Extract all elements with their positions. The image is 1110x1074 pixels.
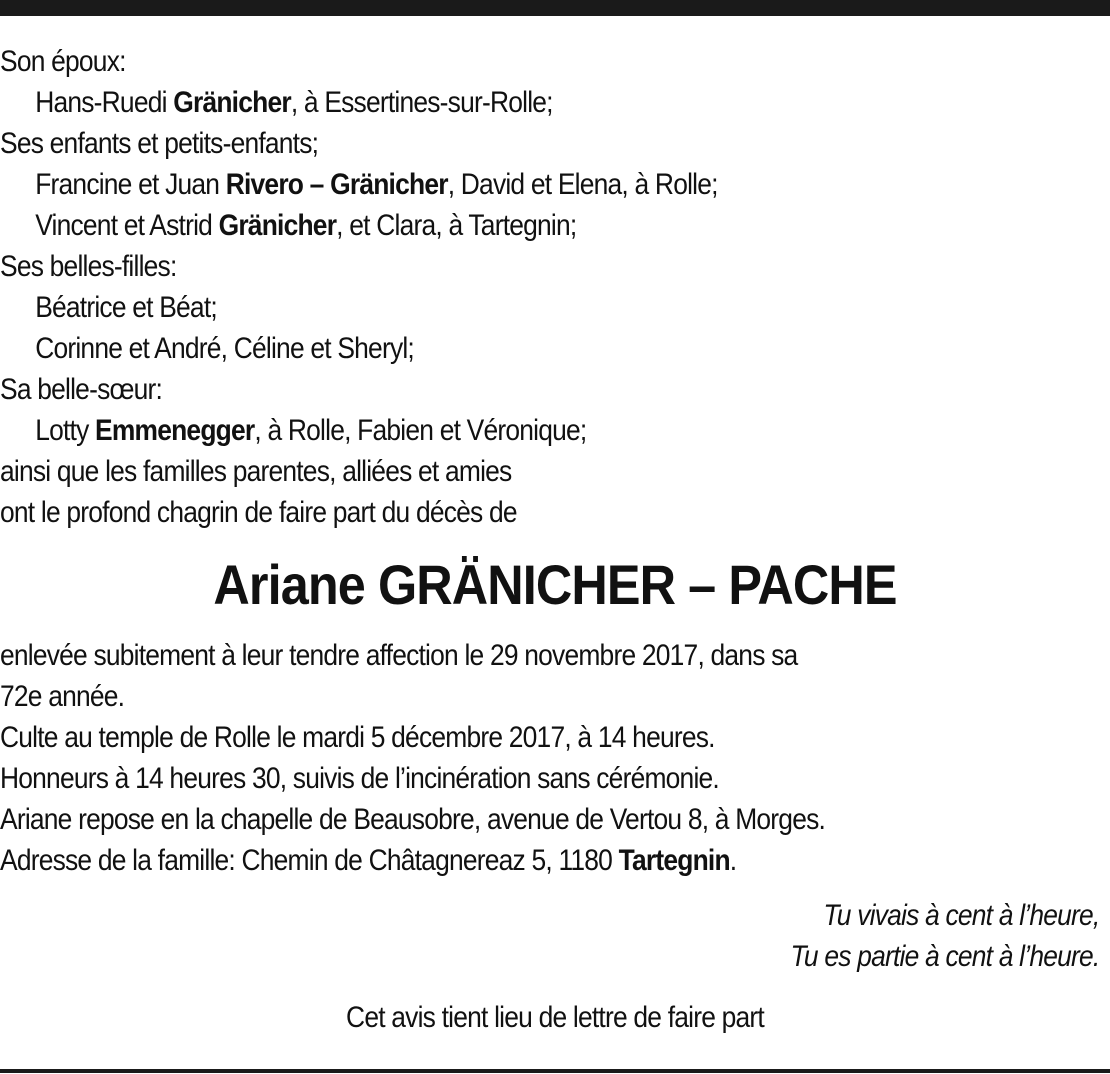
deceased-name: Ariane GRÄNICHER – PACHE	[213, 553, 897, 616]
sister-in-law-entry	[0, 410, 977, 451]
service-line: Culte au temple de Rolle le mardi 5 décembre 2017, à 14 heures.	[0, 721, 715, 754]
spouse-entry	[0, 82, 977, 123]
sister-in-law-first: Lotty	[35, 414, 96, 447]
spouse-first: Hans-Ruedi	[35, 86, 174, 119]
child-surname: Gränicher	[218, 209, 337, 242]
stepdaughters-heading: Ses belles-filles:	[0, 250, 177, 283]
sister-in-law-heading: Sa belle-sœur:	[0, 373, 163, 406]
honours-line: Honneurs à 14 heures 30, suivis de l’incinération sans cérémonie.	[0, 762, 719, 795]
address-prefix: Adresse de la famille: Chemin de Châtagnereaz 5, 1180	[0, 844, 619, 877]
child-entry	[0, 205, 977, 246]
stepdaughter-entry: Corinne et André, Céline et Sheryl;	[35, 332, 414, 365]
child-first: Francine et Juan	[35, 168, 226, 201]
resting-place-line: Ariane repose en la chapelle de Beausobre, avenue de Vertou 8, à Morges.	[0, 803, 826, 836]
child-surname: Rivero – Gränicher	[225, 168, 448, 201]
spouse-surname: Gränicher	[173, 86, 291, 119]
families-line: ainsi que les familles parentes, alliées et amies	[0, 455, 512, 488]
address-town: Tartegnin	[618, 844, 730, 877]
child-entry	[0, 164, 977, 205]
spouse-rest: , à Essertines-sur-Rolle;	[290, 86, 553, 119]
child-rest: , et Clara, à Tartegnin;	[336, 209, 577, 242]
spouse-heading: Son époux:	[0, 45, 126, 78]
closing-note: Cet avis tient lieu de lettre de faire part	[346, 1001, 764, 1034]
quote-line-1: Tu vivais à cent à l’heure,	[823, 899, 1100, 932]
bottom-border-rule	[0, 1069, 1110, 1073]
age-line: 72e année.	[0, 680, 125, 713]
top-border-bar	[0, 0, 1110, 16]
sister-in-law-rest: , à Rolle, Fabien et Véronique;	[254, 414, 587, 447]
quote-line-2: Tu es partie à cent à l’heure.	[790, 940, 1100, 973]
announcement-line: ont le profond chagrin de faire part du décès de	[0, 496, 517, 529]
sister-in-law-surname: Emmenegger	[95, 414, 255, 447]
death-details-line: enlevée subitement à leur tendre affection le 29 novembre 2017, dans sa	[0, 639, 798, 672]
address-suffix: .	[729, 844, 737, 877]
obituary-notice	[0, 41, 1110, 1038]
children-heading: Ses enfants et petits-enfants;	[0, 127, 319, 160]
child-rest: , David et Elena, à Rolle;	[447, 168, 718, 201]
stepdaughter-entry: Béatrice et Béat;	[35, 291, 217, 324]
family-address-line	[0, 840, 977, 881]
child-first: Vincent et Astrid	[35, 209, 219, 242]
